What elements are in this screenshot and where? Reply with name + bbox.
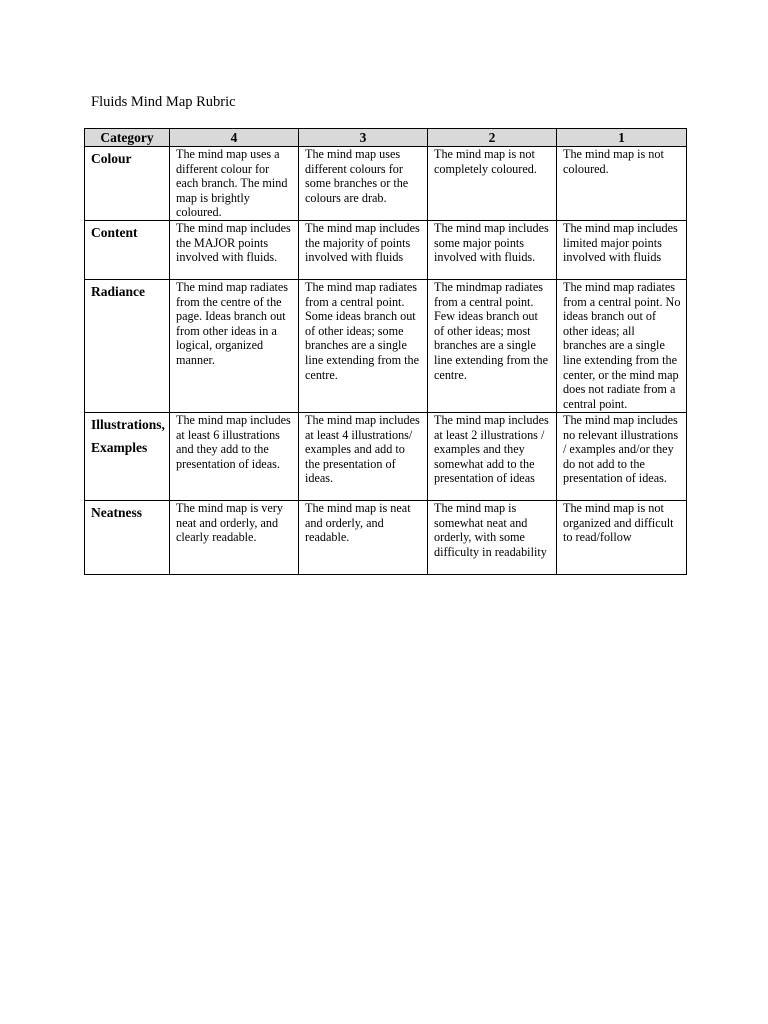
cell-radiance-4: The mind map radiates from the centre of the page. Ideas branch out from other ideas in a logical, organized manner. [170, 279, 299, 412]
row-category-colour: Colour [85, 147, 170, 221]
document-title: Fluids Mind Map Rubric [91, 94, 236, 110]
row-category-illustrations: Illustrations, Examples [85, 412, 170, 500]
row-category-radiance: Radiance [85, 279, 170, 412]
cell-radiance-2: The mindmap radiates from a central point. Few ideas branch out of other ideas; most branches are a single line extending from the centre. [428, 279, 557, 412]
cell-colour-1: The mind map is not coloured. [557, 147, 687, 221]
cell-illustrations-4: The mind map includes at least 6 illustrations and they add to the presentation of ideas. [170, 412, 299, 500]
cell-neatness-4: The mind map is very neat and orderly, and clearly readable. [170, 500, 299, 574]
cell-radiance-1: The mind map radiates from a central point. No ideas branch out of other ideas; all branches are a single line extending from the center, or the mind map does not radiate from a central point. [557, 279, 687, 412]
cell-neatness-2: The mind map is somewhat neat and orderly, with some difficulty in readability [428, 500, 557, 574]
cell-content-1: The mind map includes limited major points involved with fluids [557, 220, 687, 279]
header-row [85, 129, 687, 147]
table-row [85, 279, 687, 412]
cell-content-3: The mind map includes the majority of points involved with fluids [299, 220, 428, 279]
rubric-table [84, 128, 687, 575]
header-category: Category [85, 129, 170, 147]
cell-colour-3: The mind map uses different colours for some branches or the colours are drab. [299, 147, 428, 221]
table-row [85, 500, 687, 574]
cell-radiance-3: The mind map radiates from a central point. Some ideas branch out of other ideas; some branches are a single line extending from the centre. [299, 279, 428, 412]
cell-content-4: The mind map includes the MAJOR points involved with fluids. [170, 220, 299, 279]
cell-neatness-3: The mind map is neat and orderly, and readable. [299, 500, 428, 574]
cell-colour-4: The mind map uses a different colour for each branch. The mind map is brightly coloured. [170, 147, 299, 221]
cell-neatness-1: The mind map is not organized and difficult to read/follow [557, 500, 687, 574]
header-score-3: 3 [299, 129, 428, 147]
cell-colour-2: The mind map is not completely coloured. [428, 147, 557, 221]
cell-illustrations-3: The mind map includes at least 4 illustrations/ examples and add to the presentation of ideas. [299, 412, 428, 500]
cell-content-2: The mind map includes some major points involved with fluids. [428, 220, 557, 279]
row-category-content: Content [85, 220, 170, 279]
cell-illustrations-1: The mind map includes no relevant illustrations / examples and/or they do not add to the presentation of ideas. [557, 412, 687, 500]
table-row [85, 147, 687, 221]
table-row [85, 412, 687, 500]
cell-illustrations-2: The mind map includes at least 2 illustrations / examples and they somewhat add to the presentation of ideas [428, 412, 557, 500]
table-row [85, 220, 687, 279]
header-score-1: 1 [557, 129, 687, 147]
row-category-neatness: Neatness [85, 500, 170, 574]
header-score-2: 2 [428, 129, 557, 147]
header-score-4: 4 [170, 129, 299, 147]
